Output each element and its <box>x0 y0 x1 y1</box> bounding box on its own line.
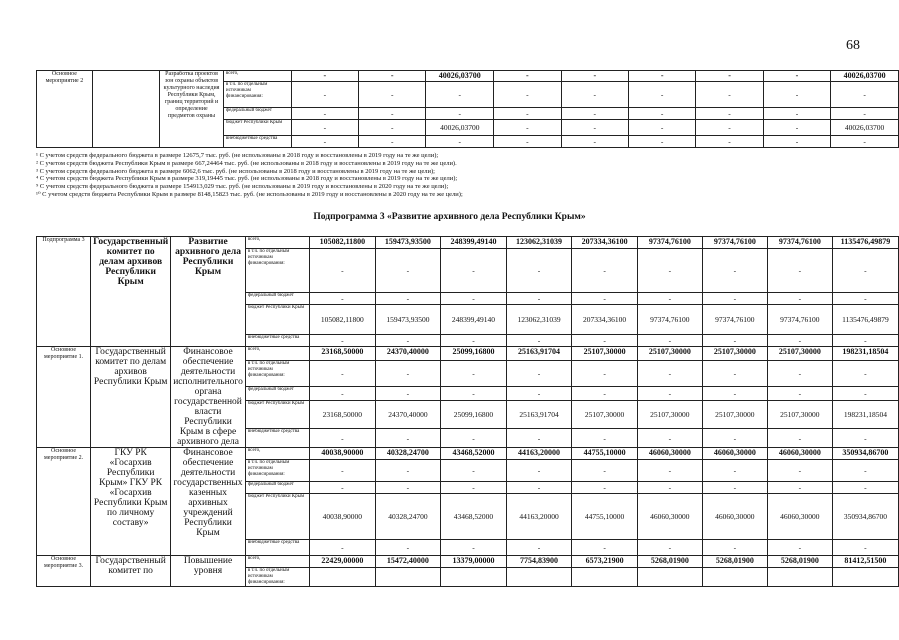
value-cell: - <box>359 108 426 120</box>
value-cell: 159473,93500 <box>375 305 441 335</box>
value-cell: - <box>637 482 702 494</box>
value-cell: 25107,30000 <box>767 400 832 428</box>
value-cell: - <box>375 361 441 387</box>
footnote-line: ⁹ С учетом средств федерального бюджета в размере 154913,029 тыс. руб. (не использованы в 2019 году и восстановлены в 2020 году на те же цели); <box>36 183 449 191</box>
table-row <box>37 556 899 568</box>
value-cell: - <box>375 293 441 305</box>
value-cell: - <box>494 108 561 120</box>
value-cell: - <box>628 108 695 120</box>
value-cell: - <box>561 71 628 82</box>
funding-source-label: федеральный бюджет <box>245 293 309 305</box>
value-cell: 44163,20000 <box>506 448 572 460</box>
funding-source-label: бюджет Республики Крым <box>223 120 291 136</box>
value-cell: - <box>572 361 638 387</box>
value-cell: - <box>832 429 898 448</box>
funding-source-label: в т.ч. по отдельным источникам финансирования: <box>223 82 291 108</box>
value-cell: - <box>310 482 376 494</box>
value-cell: - <box>628 82 695 108</box>
value-cell: 44755,10000 <box>572 448 638 460</box>
value-cell: 81412,51500 <box>832 556 898 568</box>
subprogram-title: Подпрограмма 3 «Развитие архивного дела Республики Крым» <box>313 212 586 222</box>
value-cell: 1135476,49879 <box>832 237 898 249</box>
value-cell: 5268,01900 <box>637 556 702 568</box>
value-cell: - <box>561 136 628 148</box>
value-cell: 25107,30000 <box>572 400 638 428</box>
value-cell: - <box>832 335 898 347</box>
value-cell: 105082,11800 <box>310 237 376 249</box>
value-cell <box>702 568 767 587</box>
value-cell: - <box>832 249 898 293</box>
table-row <box>37 237 899 249</box>
measure-name: Повышение уровня <box>171 556 246 587</box>
value-cell: 25107,30000 <box>637 400 702 428</box>
value-cell: - <box>310 386 376 400</box>
value-cell: 15472,40000 <box>375 556 441 568</box>
value-cell: - <box>832 293 898 305</box>
measure-code: Основное мероприятие 1. <box>37 347 91 448</box>
funding-source-label: внебюджетные средства <box>245 429 309 448</box>
value-cell: - <box>637 429 702 448</box>
value-cell: - <box>831 82 899 108</box>
footnotes <box>36 152 846 199</box>
value-cell: - <box>441 460 507 482</box>
value-cell: - <box>572 335 638 347</box>
value-cell: - <box>628 136 695 148</box>
value-cell: 5268,01900 <box>702 556 767 568</box>
value-cell: - <box>561 82 628 108</box>
value-cell: - <box>832 540 898 556</box>
value-cell: - <box>637 293 702 305</box>
value-cell <box>832 568 898 587</box>
funding-source-label: в т.ч. по отдельным источникам финансирования: <box>245 249 309 293</box>
value-cell: 97374,76100 <box>637 305 702 335</box>
value-cell: - <box>572 293 638 305</box>
page-number: 68 <box>846 38 860 53</box>
value-cell: - <box>494 136 561 148</box>
value-cell: - <box>375 540 441 556</box>
value-cell: - <box>637 361 702 387</box>
value-cell: - <box>291 120 358 136</box>
funding-source-label: внебюджетные средства <box>245 335 309 347</box>
value-cell: 46060,30000 <box>637 494 702 540</box>
value-cell: - <box>310 429 376 448</box>
measure-code: Основное мероприятие 2 <box>37 71 93 148</box>
value-cell: 97374,76100 <box>767 305 832 335</box>
value-cell: - <box>291 136 358 148</box>
value-cell: 97374,76100 <box>702 237 767 249</box>
value-cell: - <box>494 120 561 136</box>
value-cell: 25107,30000 <box>572 347 638 361</box>
funding-source-label: всего, <box>245 347 309 361</box>
value-cell: - <box>506 361 572 387</box>
value-cell <box>572 568 638 587</box>
value-cell: - <box>832 460 898 482</box>
value-cell: - <box>767 429 832 448</box>
value-cell: - <box>375 460 441 482</box>
value-cell: - <box>426 136 494 148</box>
value-cell: 40026,03700 <box>426 120 494 136</box>
value-cell: 123062,31039 <box>506 305 572 335</box>
value-cell: 46060,30000 <box>767 494 832 540</box>
value-cell: - <box>832 482 898 494</box>
value-cell: - <box>628 120 695 136</box>
value-cell: 1135476,49879 <box>832 305 898 335</box>
value-cell: - <box>375 482 441 494</box>
value-cell: 105082,11800 <box>310 305 376 335</box>
value-cell: - <box>291 71 358 82</box>
footnote-line: ¹⁰ С учетом средств бюджета Республики Крым в размере 8148,15823 тыс. руб. (не использованы в 2019 году и восстановлены в 2020 году на те же цели); <box>36 190 463 198</box>
value-cell: - <box>506 249 572 293</box>
value-cell: - <box>696 71 763 82</box>
value-cell: 97374,76100 <box>637 237 702 249</box>
value-cell: 207334,36100 <box>572 237 638 249</box>
value-cell: - <box>375 386 441 400</box>
value-cell: - <box>426 108 494 120</box>
value-cell: - <box>506 429 572 448</box>
value-cell: - <box>572 429 638 448</box>
value-cell: 25163,91704 <box>506 400 572 428</box>
value-cell: - <box>375 249 441 293</box>
value-cell: 44755,10000 <box>572 494 638 540</box>
funding-source-label: внебюджетные средства <box>245 540 309 556</box>
value-cell: - <box>506 460 572 482</box>
funding-source-label: в т.ч. по отдельным источникам финансирования: <box>245 460 309 482</box>
value-cell: 248399,49140 <box>441 305 507 335</box>
main-table <box>36 236 899 587</box>
measure-code: Основное мероприятие 2. <box>37 448 91 556</box>
value-cell: - <box>696 136 763 148</box>
value-cell: - <box>310 335 376 347</box>
value-cell: 23168,50000 <box>310 400 376 428</box>
value-cell: - <box>494 82 561 108</box>
value-cell: - <box>702 540 767 556</box>
value-cell: - <box>637 386 702 400</box>
value-cell: 40328,24700 <box>375 448 441 460</box>
value-cell: 24370,40000 <box>375 347 441 361</box>
value-cell: 25107,30000 <box>767 347 832 361</box>
value-cell: - <box>441 335 507 347</box>
value-cell: - <box>702 361 767 387</box>
value-cell <box>767 568 832 587</box>
funding-source-label: в т.ч. по отдельным источникам финансирования: <box>245 568 309 587</box>
value-cell: 350934,86700 <box>832 448 898 460</box>
value-cell: - <box>506 335 572 347</box>
value-cell: 22429,00000 <box>310 556 376 568</box>
value-cell: 43468,52000 <box>441 494 507 540</box>
funding-source-label: федеральный бюджет <box>245 482 309 494</box>
value-cell: - <box>767 293 832 305</box>
value-cell: - <box>637 249 702 293</box>
measure-name: Финансовое обеспечение деятельности исполнительного органа государственной власти Республики Крым в сфере архивного дела <box>171 347 246 448</box>
value-cell: - <box>831 136 899 148</box>
measure-code: Подпрограмма 3 <box>37 237 91 347</box>
value-cell: 44163,20000 <box>506 494 572 540</box>
value-cell: - <box>763 71 830 82</box>
measure-name: Развитие архивного дела Республики Крым <box>171 237 246 347</box>
value-cell: 7754,83900 <box>506 556 572 568</box>
value-cell: - <box>310 540 376 556</box>
value-cell: 6573,21900 <box>572 556 638 568</box>
value-cell: 40026,03700 <box>426 71 494 82</box>
value-cell: 97374,76100 <box>767 237 832 249</box>
value-cell: - <box>831 108 899 120</box>
value-cell: - <box>494 71 561 82</box>
value-cell: 207334,36100 <box>572 305 638 335</box>
value-cell: 248399,49140 <box>441 237 507 249</box>
value-cell: - <box>561 120 628 136</box>
value-cell: - <box>702 249 767 293</box>
value-cell <box>310 568 376 587</box>
value-cell: 198231,18504 <box>832 347 898 361</box>
value-cell: 46060,30000 <box>637 448 702 460</box>
value-cell: - <box>506 540 572 556</box>
value-cell: - <box>702 386 767 400</box>
value-cell: - <box>359 82 426 108</box>
value-cell: - <box>441 386 507 400</box>
funding-source-label: бюджет Республики Крым <box>245 494 309 540</box>
value-cell: 46060,30000 <box>702 448 767 460</box>
value-cell: 25107,30000 <box>702 400 767 428</box>
value-cell: - <box>441 249 507 293</box>
value-cell: - <box>375 429 441 448</box>
value-cell: - <box>359 71 426 82</box>
value-cell: - <box>696 120 763 136</box>
value-cell: - <box>832 361 898 387</box>
value-cell: 40026,03700 <box>831 71 899 82</box>
value-cell: - <box>441 540 507 556</box>
value-cell: - <box>310 293 376 305</box>
value-cell <box>375 568 441 587</box>
value-cell: - <box>310 361 376 387</box>
value-cell: - <box>441 361 507 387</box>
value-cell: - <box>359 120 426 136</box>
footnote-line: ⁴ С учетом средств бюджета Республики Крым в размере 319,19445 тыс. руб. (не использованы в 2018 году и восстановлены в 2019 году на те же цели); <box>36 175 458 183</box>
value-cell: 97374,76100 <box>702 305 767 335</box>
value-cell: - <box>572 482 638 494</box>
value-cell: - <box>572 249 638 293</box>
value-cell: 40038,90000 <box>310 448 376 460</box>
value-cell: - <box>763 82 830 108</box>
value-cell: - <box>506 386 572 400</box>
value-cell <box>637 568 702 587</box>
table-row <box>37 448 899 460</box>
funding-source-label: внебюджетные средства <box>223 136 291 148</box>
value-cell: - <box>832 386 898 400</box>
value-cell: - <box>763 120 830 136</box>
value-cell: 159473,93500 <box>375 237 441 249</box>
value-cell: 46060,30000 <box>767 448 832 460</box>
funding-source-label: в т.ч. по отдельным источникам финансирования: <box>245 361 309 387</box>
value-cell: - <box>359 136 426 148</box>
value-cell: - <box>637 540 702 556</box>
value-cell: - <box>702 335 767 347</box>
value-cell: - <box>291 108 358 120</box>
value-cell: - <box>767 460 832 482</box>
value-cell: - <box>441 482 507 494</box>
value-cell: - <box>702 293 767 305</box>
value-cell: - <box>763 136 830 148</box>
footnote-line: ³ С учетом средств федерального бюджета в размере 6062,6 тыс. руб. (не использованы в 2018 году и восстановлены в 2019 году на те же цели); <box>36 167 435 175</box>
responsible-executor: Государственный комитет по делам архивов Республики Крым <box>91 347 171 448</box>
value-cell: - <box>441 429 507 448</box>
value-cell: 24370,40000 <box>375 400 441 428</box>
value-cell: 123062,31039 <box>506 237 572 249</box>
value-cell: - <box>506 293 572 305</box>
table-row <box>37 71 899 82</box>
measure-code: Основное мероприятие 3. <box>37 556 91 587</box>
funding-source-label: всего, <box>245 556 309 568</box>
value-cell: - <box>767 335 832 347</box>
measure-name: Финансовое обеспечение деятельности государственных казенных архивных учреждений Республики Крым <box>171 448 246 556</box>
value-cell: 40026,03700 <box>831 120 899 136</box>
value-cell: - <box>702 429 767 448</box>
value-cell: - <box>702 460 767 482</box>
responsible-executor <box>92 71 159 148</box>
value-cell: - <box>375 335 441 347</box>
value-cell: 25107,30000 <box>637 347 702 361</box>
value-cell: 25163,91704 <box>506 347 572 361</box>
value-cell: 43468,52000 <box>441 448 507 460</box>
value-cell: - <box>696 82 763 108</box>
value-cell: - <box>696 108 763 120</box>
value-cell: - <box>572 460 638 482</box>
value-cell: 25099,16800 <box>441 347 507 361</box>
value-cell: 23168,50000 <box>310 347 376 361</box>
value-cell: 40038,90000 <box>310 494 376 540</box>
value-cell: - <box>441 293 507 305</box>
value-cell: - <box>767 361 832 387</box>
measure-name: Разработка проектов зон охраны объектов культурного наследия Республики Крым, границ территорий и определение предметов охраны <box>160 71 224 148</box>
footnote-line: ² С учетом средств бюджета Республики Крым в размере 667,24464 тыс. руб. (не использованы в 2018 году и восстановлены в 2019 году на те же цели). <box>36 159 457 167</box>
responsible-executor: Государственный комитет по <box>91 556 171 587</box>
funding-source-label: бюджет Республики Крым <box>245 400 309 428</box>
footnote-line: ¹ С учетом средств федерального бюджета в размере 12675,7 тыс. руб. (не использованы в 2018 году и восстановлены в 2019 году на те же цели); <box>36 152 439 159</box>
funding-source-label: бюджет Республики Крым <box>245 305 309 335</box>
value-cell: 350934,86700 <box>832 494 898 540</box>
value-cell: - <box>763 108 830 120</box>
table-row <box>37 347 899 361</box>
funding-source-label: федеральный бюджет <box>245 386 309 400</box>
value-cell: - <box>310 460 376 482</box>
top-table <box>36 70 899 148</box>
value-cell: - <box>702 482 767 494</box>
value-cell: 40328,24700 <box>375 494 441 540</box>
value-cell: 5268,01900 <box>767 556 832 568</box>
value-cell: - <box>767 386 832 400</box>
value-cell: 46060,30000 <box>702 494 767 540</box>
value-cell: - <box>310 249 376 293</box>
value-cell: - <box>426 82 494 108</box>
responsible-executor: Государственный комитет по делам архивов Республики Крым <box>91 237 171 347</box>
value-cell: - <box>767 482 832 494</box>
value-cell: - <box>506 482 572 494</box>
funding-source-label: всего, <box>245 448 309 460</box>
value-cell: 13379,00000 <box>441 556 507 568</box>
value-cell: - <box>561 108 628 120</box>
funding-source-label: всего, <box>223 71 291 82</box>
value-cell: 25099,16800 <box>441 400 507 428</box>
funding-source-label: всего, <box>245 237 309 249</box>
value-cell: - <box>767 249 832 293</box>
responsible-executor: ГКУ РК «Госархив Республики Крым» ГКУ РК «Госархив Республики Крым по личному составу» <box>91 448 171 556</box>
value-cell <box>506 568 572 587</box>
value-cell: 198231,18504 <box>832 400 898 428</box>
value-cell: - <box>628 71 695 82</box>
value-cell: - <box>572 386 638 400</box>
value-cell: - <box>572 540 638 556</box>
value-cell: - <box>637 335 702 347</box>
value-cell: - <box>291 82 358 108</box>
value-cell: - <box>637 460 702 482</box>
value-cell: - <box>767 540 832 556</box>
funding-source-label: федеральный бюджет <box>223 108 291 120</box>
value-cell <box>441 568 507 587</box>
value-cell: 25107,30000 <box>702 347 767 361</box>
